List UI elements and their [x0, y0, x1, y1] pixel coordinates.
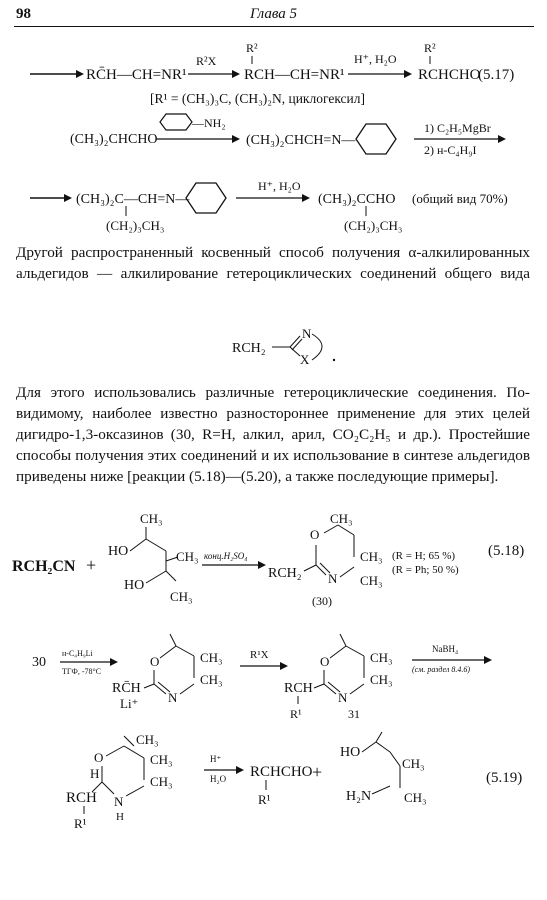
bond [154, 684, 166, 694]
ch3-right: CH₃ [176, 549, 199, 564]
amine-reagent: —NH₂ [192, 116, 226, 130]
reagent-acid-water-2: H⁺, H₂O [258, 179, 301, 193]
arrowhead [76, 70, 84, 78]
bond [160, 646, 176, 658]
bond [176, 646, 194, 656]
mid-sub: R² [246, 41, 258, 55]
bond [124, 736, 134, 746]
cyclohexyl-ring [160, 114, 192, 130]
bond [146, 571, 166, 583]
bond [350, 684, 364, 694]
ch3-gem-2: CH₃ [360, 573, 383, 588]
paragraph-2 [16, 382, 530, 487]
intermediate: RCH—CH=NR¹ [244, 67, 345, 83]
bond [324, 525, 338, 533]
arrowhead [236, 766, 244, 774]
arrowhead [64, 194, 72, 202]
ch3-gem-1: CH₃ [360, 549, 383, 564]
bond [316, 565, 326, 575]
product-prefix: RCH₂ [268, 566, 302, 581]
nitrile: RCH₂CN [12, 558, 76, 575]
bond [338, 525, 354, 535]
arrowhead [258, 561, 266, 569]
arrowhead [404, 70, 412, 78]
step1: 1) C₂H₅MgBr [424, 121, 491, 135]
r1-sub-c: R¹ [258, 792, 271, 807]
scheme-5-17 [0, 30, 547, 240]
ring-nh: N [114, 794, 124, 809]
carbanion: RC̄H [112, 681, 141, 696]
ho-1: HO [108, 544, 129, 559]
arrowhead [280, 662, 288, 670]
arrowhead [110, 658, 118, 666]
isobutyraldehyde: (CH₃)₂CHCHO [70, 132, 158, 147]
bond [170, 634, 176, 646]
scheme-5-19b [0, 722, 547, 842]
arrowhead [302, 194, 310, 202]
bond [180, 684, 194, 694]
bond [372, 786, 390, 794]
alkyl-halide: R¹X [250, 649, 269, 661]
ring-arc [312, 334, 322, 360]
bond [362, 742, 376, 752]
eq-number-5-17: (5.17) [478, 67, 515, 83]
yield-r-ph: (R = Ph; 50 %) [392, 564, 459, 576]
bond [292, 339, 302, 350]
page-number: 98 [16, 6, 31, 22]
ch3-e: CH₃ [150, 752, 173, 767]
bond [106, 746, 124, 756]
butyl-sub-2: (CH₂)₃CH₃ [344, 218, 403, 233]
compound-30-label: (30) [312, 594, 332, 608]
reagent-r2x: R²X [196, 54, 217, 68]
paragraph-2-text: Для этого использовались различные гетероциклические соединения. По-видимому, наиболее известно разностороннее применение для этих целей дигидро-1,3-оксазинов (30, R=H, алкил, арил, CO₂C₂H₅ и др.). Простейшие способы получения этих соединений и их использование в синтезе альдегидов приведены ниже [реакции (5.18)—(5.20), а также последующие примеры]. [16, 384, 530, 485]
bond [376, 742, 390, 752]
reagent-acid-water: H⁺, H₂O [354, 52, 397, 66]
step2: 2) н-C₄H₉I [424, 143, 477, 157]
c2-h: H [90, 766, 100, 781]
bond [340, 567, 354, 577]
ch3-ring: CH₃ [330, 511, 353, 526]
acid-reagent: конц.H₂SO₄ [204, 551, 248, 561]
condition: [R¹ = (CH₃)₃C, (CH₃)₂N, циклогексил] [150, 91, 365, 106]
ring-o: O [150, 654, 160, 669]
bond [126, 786, 144, 796]
scheme-5-18 [0, 505, 547, 625]
ch3-c: CH₃ [370, 650, 393, 665]
final-aldehyde: (CH₃)₂CCHO [318, 192, 396, 207]
ring-o: O [320, 654, 330, 669]
bond [340, 634, 346, 646]
section-ref: (см. раздел 8.4.6) [412, 665, 470, 674]
cyclohexyl-ring [186, 183, 226, 213]
scheme-5-19a [0, 622, 547, 722]
ch3-g: CH₃ [402, 756, 425, 771]
ho-group: HO [340, 745, 361, 760]
bond [390, 752, 400, 766]
bond [314, 684, 324, 688]
bond [376, 732, 382, 742]
nabh4: NaBH₄ [432, 644, 459, 654]
ch3-d: CH₃ [370, 672, 393, 687]
arrowhead [484, 656, 492, 664]
alkylated-imine: (CH₃)₂C—CH=N— [76, 192, 190, 207]
compound-31-label: 31 [348, 707, 360, 721]
lithium-ion: Li⁺ [120, 696, 139, 711]
paragraph-1-text: Другой распространенный косвенный способ получения α-алкилированных альдегидов — алкилирование гетероциклических соединений общего вида [16, 244, 530, 282]
ch3-bottom: CH₃ [170, 589, 193, 604]
general-heterocycle [200, 316, 360, 376]
eq-number-5-19: (5.19) [486, 770, 523, 786]
plus-sign-2: + [312, 762, 323, 782]
bond [324, 684, 336, 694]
butyl-sub: (CH₂)₃CH₃ [106, 218, 165, 233]
bond [130, 539, 146, 551]
n-h: H [116, 811, 124, 823]
bond [124, 746, 144, 758]
rch2-prefix: RCH₂ [232, 341, 266, 356]
bond [102, 782, 114, 794]
arrowhead [232, 70, 240, 78]
eq-number-5-18: (5.18) [488, 543, 525, 559]
bond [304, 565, 316, 571]
ring-n: N [168, 690, 178, 705]
reactant: RC̄H—CH=NR¹ [86, 67, 187, 83]
paragraph-1 [16, 242, 530, 284]
bond [290, 347, 300, 356]
header-rule [14, 26, 534, 27]
plus-sign: + [86, 555, 97, 575]
start-30: 30 [32, 655, 46, 670]
bond [166, 571, 176, 581]
ring-o: O [94, 750, 104, 765]
rch-group: RCH [66, 790, 97, 806]
ch3-f: CH₃ [150, 774, 173, 789]
ring-n: N [338, 690, 348, 705]
ring-o: O [310, 527, 320, 542]
bond [290, 336, 300, 347]
arrowhead [498, 135, 506, 143]
r1-sub: R¹ [290, 707, 302, 721]
ring-x: X [300, 352, 310, 367]
ring-n: N [328, 571, 338, 586]
ring-n: N [302, 326, 312, 341]
ho-2: HO [124, 578, 145, 593]
product-sub: R² [424, 41, 436, 55]
h2n-group: H₂N [346, 789, 372, 804]
ch3-b: CH₃ [200, 672, 223, 687]
chapter-title: Глава 5 [249, 6, 298, 22]
thf-conditions: ТГФ, -78°C [62, 667, 102, 676]
cyclohexyl-ring [356, 124, 396, 154]
arrowhead [232, 135, 240, 143]
r1-sub-b: R¹ [74, 816, 87, 831]
yield-note: (общий вид 70%) [412, 191, 508, 206]
bond [146, 539, 166, 551]
ch3-top: CH₃ [140, 511, 163, 526]
ch3-top: CH₃ [136, 732, 159, 747]
bond [330, 646, 346, 658]
alkylated-carbon: RCH [284, 681, 313, 696]
imine: (CH₃)₂CHCH=N— [246, 133, 356, 148]
buli-reagent: н-C₄H₉Li [62, 649, 93, 658]
acid: H⁺ [210, 754, 222, 764]
ch3-a: CH₃ [200, 650, 223, 665]
water: H₂O [210, 774, 227, 784]
product: RCHCHO [418, 67, 481, 83]
yield-r-h: (R = H; 65 %) [392, 550, 456, 562]
ch3-h: CH₃ [404, 790, 427, 805]
bond [346, 646, 364, 656]
bond [144, 684, 154, 688]
final-aldehyde-519: RCHCHO [250, 764, 313, 780]
period [333, 359, 335, 361]
